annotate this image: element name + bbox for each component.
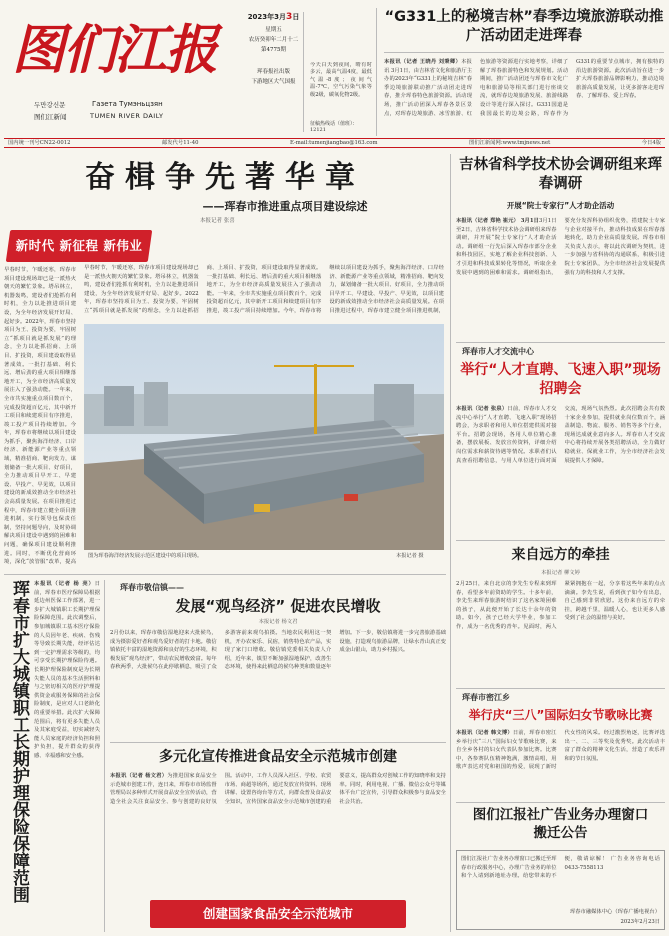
info-bar-item: 图们江新闻网:www.tmjnews.net xyxy=(469,140,551,146)
bird-story-body: 2月份以来，珲春市敬信湿地迎来大批候鸟，成为摄影爱好者和观鸟爱好者的打卡地。敬信镇依托丰富的湿地资源和良好的生态环境，积极发展“观鸟经济”，带动农民增收致富。每年春秋两季，大批候鸟在此停歇栖息，吸引了众多游客前来观鸟拍摄。当地农民利用这一契机，开办农家乐、民宿，销售特色农产品，实现了家门口增收。敬信镇党委相关负责人介绍，近年来，镇里不断加强湿地保护，改善生态环境，使得来此栖息的候鸟种类和数量逐年增加。下一步，敬信镇将进一步完善旅游基础设施，打造观鸟旅游品牌，让绿水青山真正变成金山银山，助力乡村振兴。 xyxy=(110,630,446,671)
issue-edition: 下游地区大气国报 xyxy=(251,79,296,85)
lead-photo-caption: 图为珲春海洋经济发展示范区建设中的项目现场。 xyxy=(88,553,203,559)
bird-story-byline: 本报记者 杨文君 xyxy=(258,619,298,625)
lead-photo-credit: 本报记者 摄 xyxy=(396,553,424,559)
right-rule-4 xyxy=(456,802,665,803)
food-story xyxy=(110,746,446,932)
side-story-title: 珲春市扩大城镇职工长期护理保险保障范围 xyxy=(9,580,29,903)
top-story-text: 本报讯（记者 王晓丹 刘秉卿）本报讯 3月1日，由吉林省文化和旅游厅主办的2023年“G331上的秘境吉林”春季边境旅游联动推广活动团走进珲春，推介珲春特色旅游资源。活动现场，推广活动团深入珲春各景区景点，对珲春边境旅游、冰雪旅游、红色旅游等资源进行实地考察，详细了解了珲春旅游特色和发展规划。活动期间，推广活动团还与珲春市文化广电和旅游局等相关部门进行座谈交流，就珲春边境旅游发展、旅游线路设计等进行深入探讨。G331国道是我国最长的边境公路，珲春作为G331的重要节点城市，拥有独特的沿边旅游资源。此次活动旨在进一步扩大珲春旅游品牌影响力，推动边境旅游高质量发展，让更多游客走进珲春、了解珲春、爱上珲春。 xyxy=(384,59,664,117)
weather-hotline: 征稿热线话（值班）：12121 xyxy=(310,121,358,133)
top-story-title: “G331上的秘境吉林”春季边境旅游联动推广活动团走进珲春 xyxy=(384,9,664,44)
far-story-title: 来自远方的牵挂 xyxy=(511,547,610,563)
issue-date: 2023年3月3日 xyxy=(247,12,300,22)
lead-banner xyxy=(4,230,154,262)
info-bar-item: 今日4版 xyxy=(641,140,661,146)
masthead-sub-kr: 두만강신문 xyxy=(34,101,66,109)
masthead-sub-ru: Газета Тумэньцзян xyxy=(92,100,163,108)
notice-signer: 珲春市融媒体中心（珲春广播电视台） xyxy=(569,909,660,915)
info-bar xyxy=(4,138,665,148)
info-bar-item: 国内统一刊号CN22-0012 xyxy=(8,140,71,146)
lead-story-byline: 本报记者 张喜 xyxy=(200,218,235,224)
issue-weekday: 星期五 xyxy=(265,27,282,33)
right-rule-2 xyxy=(456,540,665,541)
science-story-title: 吉林省科学技术协会调研组来珲春调研 xyxy=(459,157,662,192)
issue-publisher: 珲春报社出版 xyxy=(256,69,290,75)
food-banner-text: 创建国家食品安全示范城市 xyxy=(202,906,353,921)
job-fair-body: 本报讯（记者 张泉）日前，珲春市人才交流中心举行“人才直聘、飞速入职”现场招聘会，为求职者和用人单位搭建供需对接平台。招聘会现场，各用人单位精心准备，摆放展板、发放宣传资料，详细介绍岗位需求和薪资待遇等情况。求职者们认真查看招聘信息，与用人单位进行面对面交流，现场气氛热烈。此次招聘会共有数十家企业参加，提供就业岗位数百个，涵盖制造、物流、服务、销售等多个行业，现场达成就业意向多人。珲春市人才交流中心将持续开展各类招聘活动，全力做好稳就业、保就业工作，为全市经济社会发展提供人才保障。 xyxy=(456,406,665,464)
top-story xyxy=(384,8,664,136)
lead-story-title: 奋楫争先著华章 xyxy=(85,160,365,195)
lead-story-col1: 早春时节，乍暖还寒，珲春市项目建设现场却已是一派热火朝天的繁忙景象。塔吊林立，机器轰鸣，建设者们抢抓有利时机，全力以赴推进项目建设，为全年经济发展开好局、起好步。2022年，珲春市坚持项目为王、投资为要，牢固树立“抓项目就是抓发展”的理念，全力以赴抓招商、上项目、扩投资，项目建设取得显著成效。一批打基础、利长远、增后劲的重大项目相继落地开工，为全市经济高质量发展注入了强劲动能。一年来，全市共实施重点项目数百个，完成投资超百亿元，其中新开工项目和续建项目有序推进，竣工投产项目持续增加。今年，珲春市将继续以项目建设为抓手，聚焦海洋经济、口岸经济、新能源产业等重点领域，精准招商、靶向发力，谋划储备一批大项目、好项目，全力推动项目早开工、早建设、早投产、早见效，以项目建设的新成效推动全市经济社会高质量发展。在项目推进过程中，珲春市建立健全项目推进机制，实行领导包保责任制，坚持问题导向，及时协调解决项目建设中遇到的困难和问题，确保项目建设顺利推进。同时，不断优化营商环境，深化“放管服”改革，提高 xyxy=(4,267,76,566)
lead-story xyxy=(4,154,446,570)
lead-story-subtitle: ——珲春市推进重点项目建设综述 xyxy=(202,200,368,213)
issue-info xyxy=(244,12,304,132)
construction-photo xyxy=(84,324,444,550)
column-divider xyxy=(450,154,451,932)
far-story-byline: 本报记者 柳文婷 xyxy=(541,570,580,576)
weather-box xyxy=(310,62,372,132)
info-bar-item: 邮发代号11-40 xyxy=(162,140,199,146)
notice-body: 图们江报社广告业务办理窗口已搬迁至珲春市行政服务中心，办理广告业务的单位和个人请到新地址办理。给您带来的不便，敬请谅解！ 广告业务咨询电话0433-7558113 xyxy=(461,856,660,880)
lead-banner-text: 新时代 新征程 新伟业 xyxy=(15,238,143,253)
side-divider xyxy=(104,580,105,932)
notice-contact: 广告业务咨询电话0433-7558113 xyxy=(564,856,660,871)
science-story-subtitle: 开展“院士专家行”人才助企活动 xyxy=(506,201,615,210)
weather-text: 今天白天到夜间，晴有时多云，最高气温4度，最低气温-8度；夜间气温-7℃，空气污染气象等级2级，碳氧化物2级。 xyxy=(310,62,372,98)
job-fair-story xyxy=(456,346,665,536)
masthead-sub-en: TUMEN RIVER DAILY xyxy=(90,112,164,120)
issue-day: 3 xyxy=(286,12,293,22)
far-story-body: 2月25日，来自北京的李先生专程来到珲春，看望多年前资助的学生。十多年前，李先生来珲春旅游时结识了这名家境困难的孩子，从此便开始了长达十余年的资助。如今，孩子已经大学毕业，参加工作，成为一名优秀的青年。见面时，两人紧紧拥抱在一起，分享着这些年来的点点滴滴。李先生说，看到孩子如今有出息，自己感到非常欣慰。这份来自远方的牵挂，跨越千里，温暖人心，也让更多人感受到了社会的温情与美好。 xyxy=(456,581,665,630)
bird-story-tag: 珲春市敬信镇—— xyxy=(120,583,184,592)
top-story-rule xyxy=(384,52,664,53)
food-story-body: 本报讯（记者 杨文君）为推进国家食品安全示范城市创建工作，连日来，珲春市市场监督管理局以多种形式开展食品安全宣传活动，营造全社会关注食品安全、参与创建的良好氛围。活动中，工作人员深入社区、学校、农贸市场、商超等场所，通过发放宣传资料、现场讲解、设置咨询台等方式，向群众普及食品安全知识，宣传国家食品安全示范城市创建的重要意义，提高群众对创城工作的知晓率和支持率。同时，利用电视、广播、微信公众号等媒体平台广泛宣传，引导群众积极参与食品安全社会共治。 xyxy=(110,773,446,805)
lead-bottom-rule xyxy=(4,574,446,575)
notice-date: 2023年2月23日 xyxy=(620,919,660,925)
job-fair-tag: 珲春市人才交流中心 xyxy=(462,347,534,356)
women-story-tag: 珲春市密江乡 xyxy=(462,693,510,702)
info-bar-item: E-mail:tumenjiangbao@163.com xyxy=(289,140,378,146)
issue-lunar: 农历癸卯年二月十二 xyxy=(248,37,299,43)
side-story-body: 本报讯（记者 杨 亮）日前，珲春市医疗保障局根据延边州医保工作部署，进一步扩大城镇职工长期护理保险保障范围。此次调整后，参加城镇职工基本医疗保险的人员因年老、疾病、伤残等导致长期失能，经评估达到一定护理需求等级的，均可享受长期护理保险待遇。长期护理保险制度是为长期失能人员的基本生活照料和与之密切相关的医疗护理提供资金或服务保障的社会保险制度，是应对人口老龄化的重要举措。此次扩大保障范围后，将有更多失能人员及其家庭受益，切实减轻失能人员家庭的经济负担和照护负担，提升群众的获得感、幸福感和安全感。 xyxy=(34,581,100,759)
side-story xyxy=(4,580,100,932)
bird-bottom-rule xyxy=(110,742,446,743)
right-rule-3 xyxy=(456,688,665,689)
notice-title: 图们江报社广告业务办理窗口搬迁公告 xyxy=(472,807,649,841)
lead-photo xyxy=(84,324,444,550)
science-story-body: 本报讯（记者 郑艳 崔元） 3月1日3月1日至2日，吉林省科学技术协会调研组来珲春调研，并开展“院士专家行”人才助企活动。调研组一行先后深入珲春市部分企业和科技园区，实地了解企业科技创新、人才引进和科技成果转化等情况，听取企业发展中遇到的困难和需求。调研组指出，要充分发挥科协组织优势，搭建院士专家与企业对接平台，推动科技成果在珲春落地转化，助力企业高质量发展。珲春市相关负责人表示，将以此次调研为契机，进一步加强与省科协的沟通联系，积极引进院士专家团队，为全市经济社会发展提供强有力的科技和人才支撑。 xyxy=(456,218,665,276)
women-story-title: 举行庆“三八”国际妇女节歌咏比赛 xyxy=(468,708,653,722)
masthead-sub-cn: 图们江新闻 xyxy=(34,113,67,121)
bird-story-title: 发展“观鸟经济” 促进农民增收 xyxy=(175,597,381,615)
bird-story xyxy=(110,580,446,740)
women-story-body: 本报讯（记者 韩文博）日前，珲春市密江乡举行庆“三八”国际妇女节歌咏比赛，来自全乡各村的妇女代表队参加比赛。比赛中，各参赛队伍精神饱满，激情高唱，用歌声表达对党和祖国的热爱，展现了新时代女性的风采。经过激烈角逐，比赛评选出一、二、三等奖及优秀奖。此次活动丰富了群众的精神文化生活，营造了欢乐祥和的节日氛围。 xyxy=(456,730,665,771)
women-story xyxy=(456,692,665,798)
job-fair-title: 举行“人才直聘、飞速入职”现场招聘会 xyxy=(460,362,661,397)
food-story-title: 多元化宣传推进食品安全示范城市创建 xyxy=(159,749,397,765)
science-story xyxy=(456,156,665,338)
masthead xyxy=(8,4,236,132)
masthead-title: 图们江报 xyxy=(12,19,216,81)
right-rule-1 xyxy=(456,342,665,343)
far-story xyxy=(456,544,665,684)
food-banner xyxy=(150,900,406,928)
notice xyxy=(456,806,665,932)
lead-story-cols: 早春时节，乍暖还寒，珲春市项目建设现场却已是一派热火朝天的繁忙景象。塔吊林立，机器轰鸣，建设者们抢抓有利时机，全力以赴推进项目建设，为全年经济发展开好局、起好步。2022年，珲春市坚持项目为王、投资为要，牢固树立“抓项目就是抓发展”的理念，全力以赴抓招商、上项目、扩投资，项目建设取得显著成效。一批打基础、利长远、增后劲的重大项目相继落地开工，为全市经济高质量发展注入了强劲动能。一年来，全市共实施重点项目数百个，完成投资超百亿元，其中新开工项目和续建项目有序推进，竣工投产项目持续增加。今年，珲春市将继续以项目建设为抓手，聚焦海洋经济、口岸经济、新能源产业等重点领域，精准招商、靶向发力，谋划储备一批大项目、好项目，全力推动项目早开工、早建设、早投产、早见效，以项目建设的新成效推动全市经济社会高质量发展。在项目推进过程中，珲春市建立健全项目推进机制， xyxy=(84,265,444,314)
notice-box xyxy=(456,850,665,930)
masthead-divider xyxy=(376,8,377,136)
issue-number: 第4775期 xyxy=(261,47,286,53)
